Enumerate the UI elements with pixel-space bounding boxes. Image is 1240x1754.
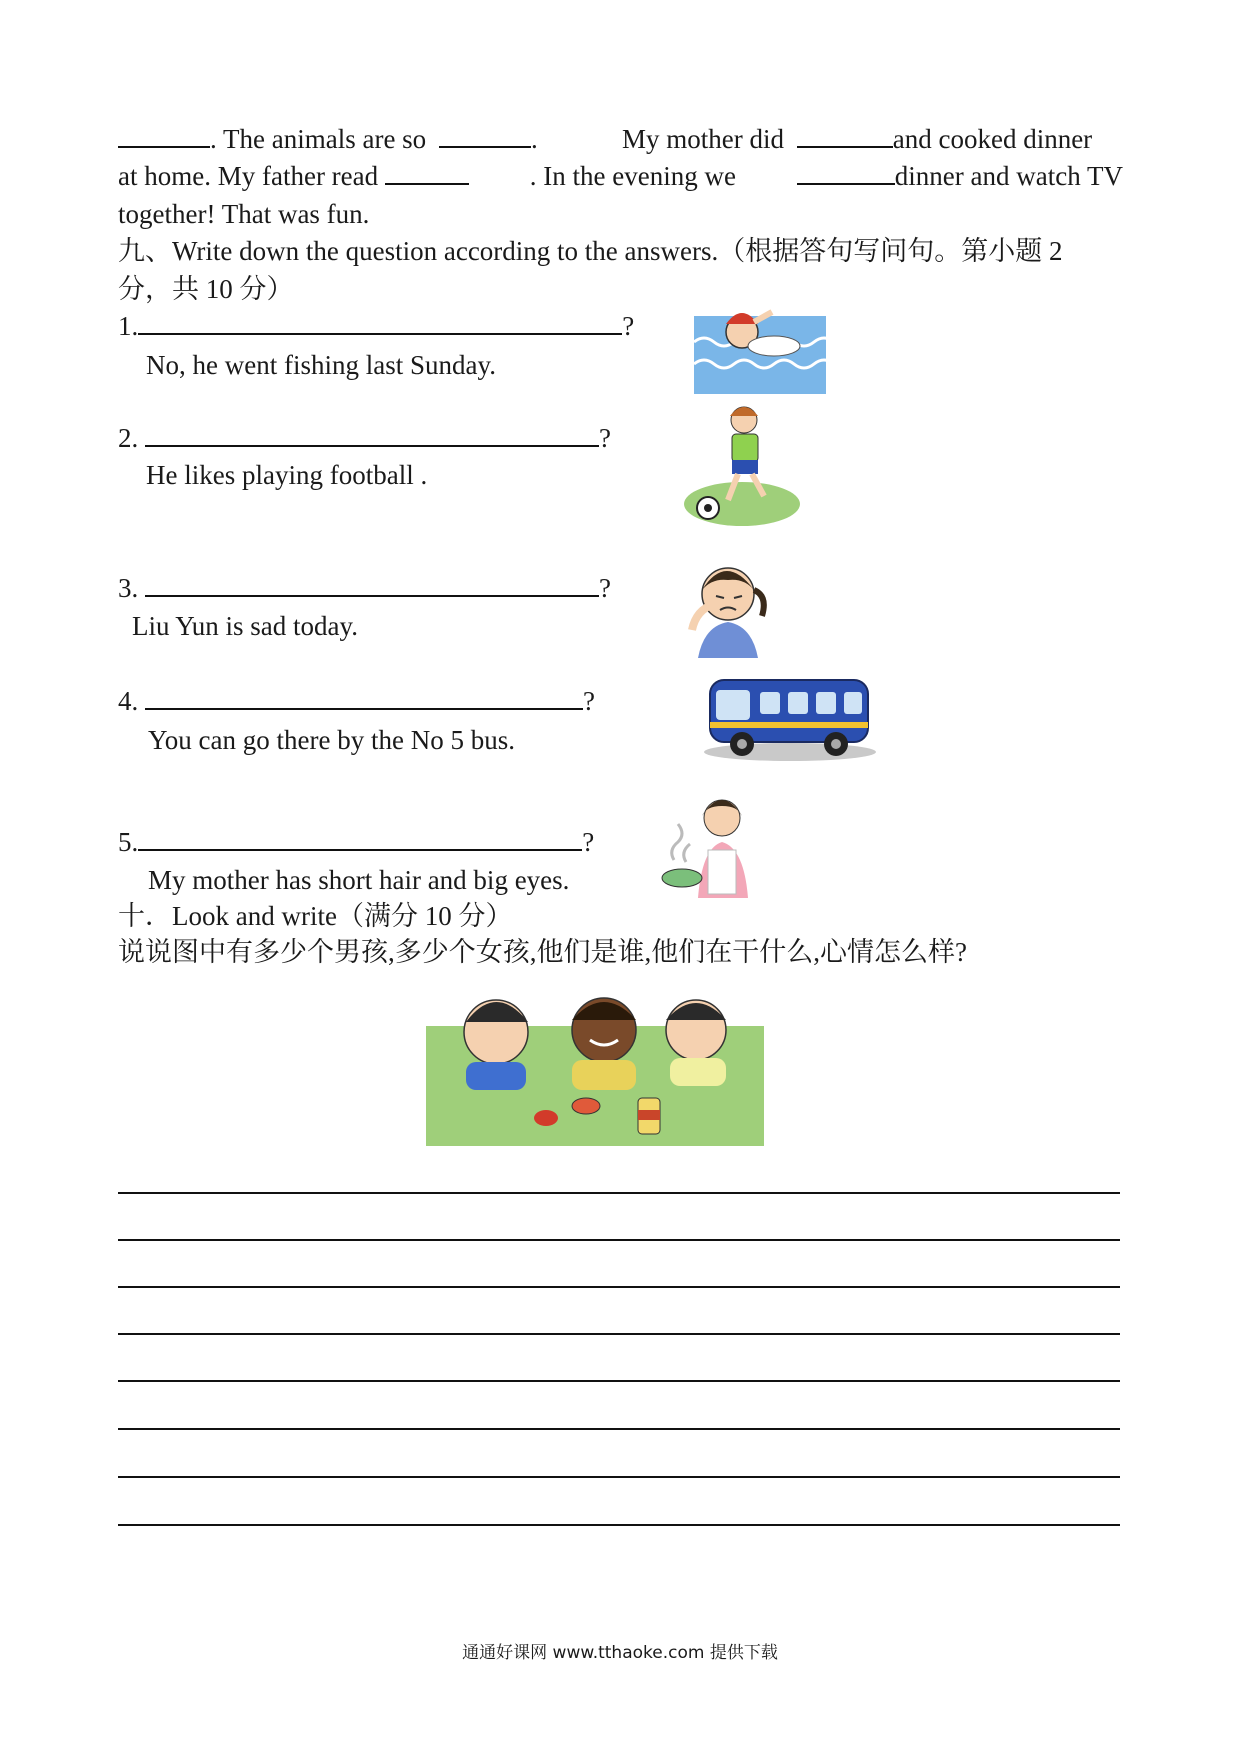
- section9-heading: 九、Write down the question according to the answers.（根据答句写问句。第小题 2: [118, 236, 1063, 266]
- writing-line[interactable]: [118, 1192, 1120, 1194]
- passage-text: .: [530, 124, 538, 154]
- question-5-input[interactable]: [138, 825, 582, 851]
- sad-girl-icon: [684, 560, 776, 658]
- blank-1[interactable]: [118, 122, 210, 148]
- question-1: [118, 308, 634, 344]
- question-mark: ?: [599, 573, 611, 603]
- blank-3[interactable]: [797, 122, 893, 148]
- section9-heading-cont: 分，共 10 分）: [118, 274, 294, 304]
- question-3: [118, 570, 611, 606]
- writing-line[interactable]: [118, 1476, 1120, 1478]
- question-mark: ?: [583, 686, 595, 716]
- answer-3: Liu Yun is sad today.: [132, 611, 358, 641]
- passage-line-3: together! That was fun.: [118, 199, 370, 229]
- writing-line[interactable]: [118, 1333, 1120, 1335]
- answer-2: He likes playing football .: [146, 460, 428, 490]
- writing-line[interactable]: [118, 1524, 1120, 1526]
- page-footer: 通通好课网 www.tthaoke.com 提供下载: [462, 1643, 778, 1663]
- writing-line[interactable]: [118, 1286, 1120, 1288]
- writing-line[interactable]: [118, 1428, 1120, 1430]
- question-1-input[interactable]: [138, 309, 622, 335]
- question-number: 5.: [118, 827, 139, 857]
- passage-text: . In the evening we: [529, 161, 736, 191]
- question-number: 3.: [118, 573, 139, 603]
- question-2: [118, 420, 611, 456]
- blank-5[interactable]: [797, 159, 895, 185]
- question-mark: ?: [622, 311, 635, 341]
- question-4: [118, 683, 595, 719]
- bus-icon: [700, 670, 882, 762]
- passage-line-1-right: [622, 121, 1092, 157]
- section10-prompt: 说说图中有多少个男孩,多少个女孩,他们是谁,他们在干什么,心情怎么样?: [118, 937, 967, 967]
- question-3-input[interactable]: [145, 571, 599, 597]
- question-5: [118, 824, 594, 860]
- blank-2[interactable]: [439, 122, 531, 148]
- question-mark: ?: [582, 827, 595, 857]
- passage-text: . The animals are so: [210, 124, 427, 154]
- section10-heading: 十．Look and write（满分 10 分）: [118, 901, 513, 931]
- cooking-mother-icon: [660, 790, 760, 898]
- writing-line[interactable]: [118, 1380, 1120, 1382]
- passage-text: My mother did: [622, 124, 784, 154]
- question-number: 2.: [118, 423, 139, 453]
- passage-text: and cooked dinner: [892, 124, 1093, 154]
- question-mark: ?: [599, 423, 611, 453]
- passage-line-2: [118, 158, 1123, 194]
- question-number: 1.: [118, 311, 139, 341]
- children-picnic-icon: [426, 966, 764, 1146]
- passage-text: dinner and watch TV: [894, 161, 1123, 191]
- football-boy-icon: [682, 404, 802, 530]
- question-4-input[interactable]: [145, 684, 583, 710]
- answer-4: You can go there by the No 5 bus.: [148, 725, 515, 755]
- writing-line[interactable]: [118, 1239, 1120, 1241]
- swimming-boy-icon: [694, 302, 826, 394]
- question-2-input[interactable]: [145, 421, 599, 447]
- blank-4[interactable]: [385, 159, 469, 185]
- answer-5: My mother has short hair and big eyes.: [148, 865, 570, 895]
- question-number: 4.: [118, 686, 139, 716]
- passage-line-1: [118, 121, 538, 157]
- answer-1: No, he went fishing last Sunday.: [146, 350, 496, 380]
- passage-text: at home. My father read: [118, 161, 379, 191]
